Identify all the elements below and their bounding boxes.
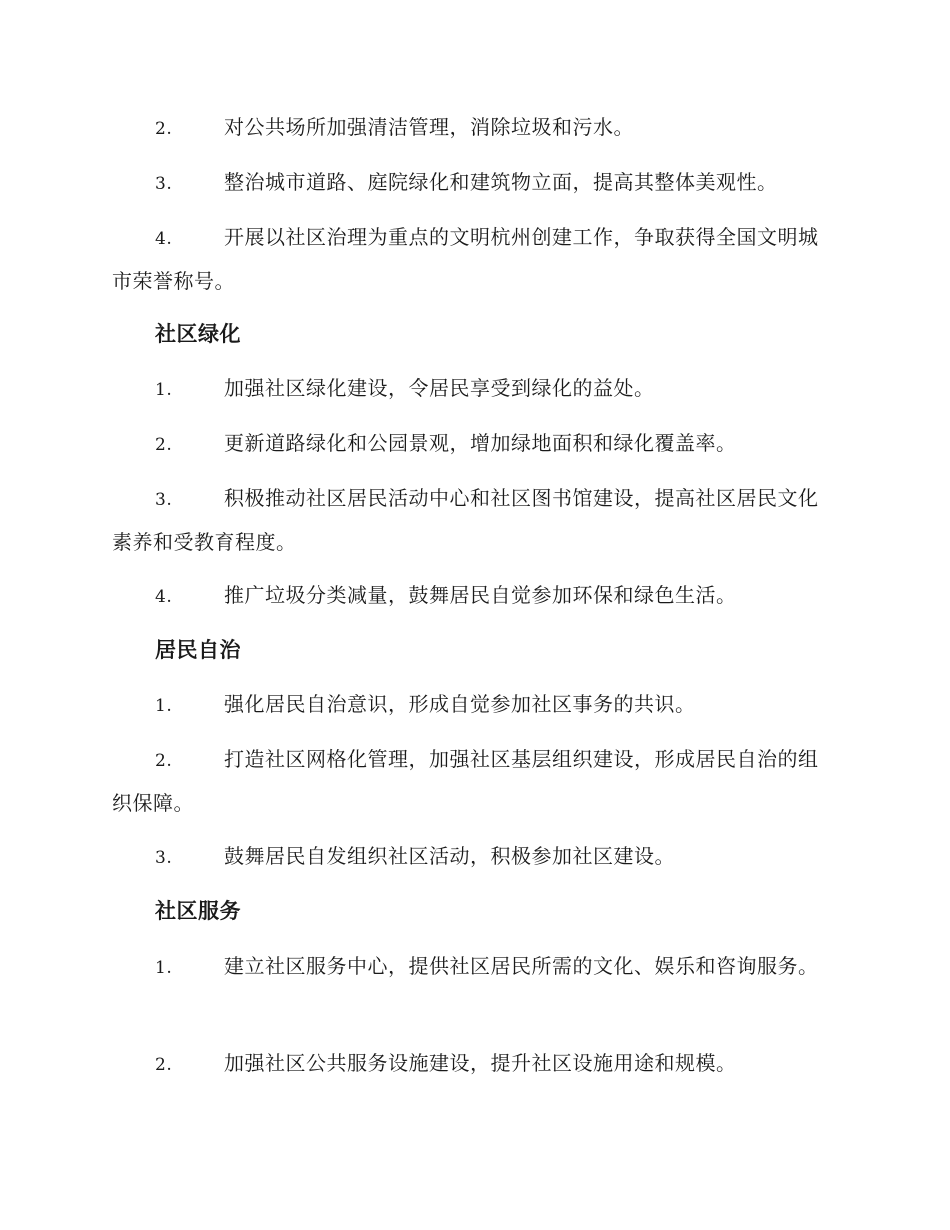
list-text: 建立社区服务中心，提供社区居民所需的文化、娱乐和咨询服务。	[224, 954, 819, 978]
list-number: 1.	[155, 958, 173, 978]
list-item	[112, 683, 838, 727]
list-text: 加强社区绿化建设，令居民享受到绿化的益处。	[224, 376, 655, 400]
list-number: 4.	[155, 587, 173, 607]
list-number: 1.	[155, 380, 173, 400]
list-item	[112, 945, 838, 989]
section-heading: 社区绿化	[155, 321, 241, 346]
list-number: 2.	[155, 119, 173, 139]
list-text: 打造社区网格化管理，加强社区基层组织建设，形成居民自治的组织保障。	[112, 747, 819, 815]
list-item	[112, 422, 838, 466]
list-item	[112, 367, 838, 411]
list-number: 2.	[155, 435, 173, 455]
list-number: 1.	[155, 696, 173, 716]
list-item	[112, 1042, 838, 1086]
list-text: 整治城市道路、庭院绿化和建筑物立面，提高其整体美观性。	[224, 170, 778, 194]
list-number: 2.	[155, 1055, 173, 1075]
list-item	[112, 574, 838, 618]
list-item	[112, 106, 838, 150]
list-text: 积极推动社区居民活动中心和社区图书馆建设，提高社区居民文化素养和受教育程度。	[112, 486, 819, 554]
list-number: 3.	[155, 174, 173, 194]
section-heading: 居民自治	[155, 637, 241, 662]
list-number: 3.	[155, 490, 173, 510]
list-item	[112, 216, 838, 302]
list-text: 更新道路绿化和公园景观，增加绿地面积和绿化覆盖率。	[224, 431, 737, 455]
list-number: 2.	[155, 751, 173, 771]
list-text: 开展以社区治理为重点的文明杭州创建工作，争取获得全国文明城市荣誉称号。	[112, 225, 819, 293]
list-item	[112, 738, 838, 824]
list-number: 3.	[155, 848, 173, 868]
list-number: 4.	[155, 229, 173, 249]
list-text: 鼓舞居民自发组织社区活动，积极参加社区建设。	[224, 844, 675, 868]
list-text: 对公共场所加强清洁管理，消除垃圾和污水。	[224, 115, 634, 139]
list-text: 推广垃圾分类减量，鼓舞居民自觉参加环保和绿色生活。	[224, 583, 737, 607]
list-text: 加强社区公共服务设施建设，提升社区设施用途和规模。	[224, 1051, 737, 1075]
list-item	[112, 835, 838, 879]
list-item	[112, 161, 838, 205]
section-heading: 社区服务	[155, 898, 241, 923]
list-item	[112, 477, 838, 563]
list-text: 强化居民自治意识，形成自觉参加社区事务的共识。	[224, 692, 696, 716]
